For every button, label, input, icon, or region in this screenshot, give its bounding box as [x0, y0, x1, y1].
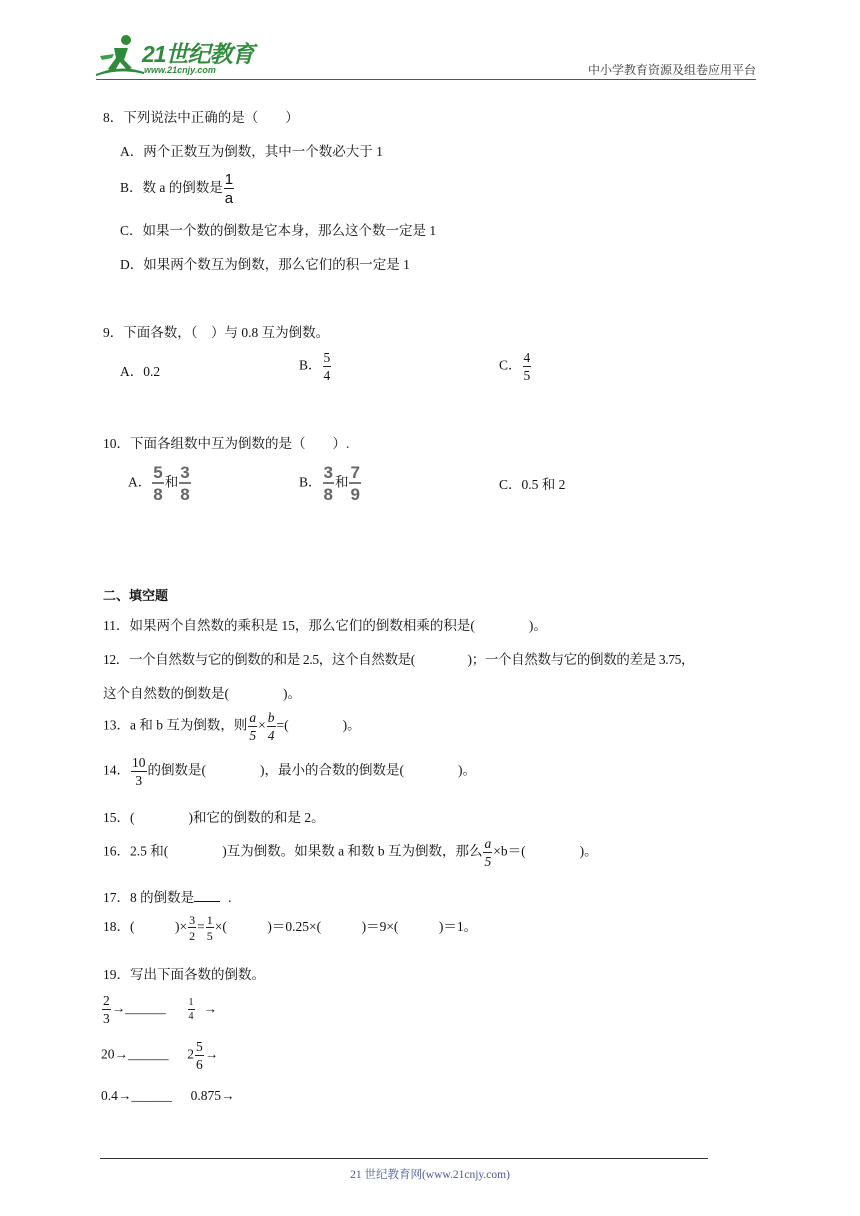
q13-fraction-a: $\frac{a}{5}$ — [249, 710, 257, 743]
q13-prefix: 13．a 和 b 互为倒数，则 — [103, 717, 248, 733]
q13-suffix: =( )。 — [276, 717, 361, 733]
q19-fraction-2-3: $\frac{2}{3}$ — [103, 993, 110, 1026]
logo — [96, 34, 256, 78]
q18-suffix: ×( )＝0.25×( )＝9×( )＝1。 — [214, 919, 478, 935]
q9-c-fraction: $\frac{4}{5}$ — [523, 350, 531, 383]
q10-b-fraction-1: $\frac{3}{8}$ — [323, 463, 333, 504]
q19-fraction-1-4: $\frac{1}{4}$ — [188, 996, 194, 1022]
q19-row-3 — [101, 1088, 235, 1104]
q15: 15．( )和它的倒数的和是 2。 — [103, 810, 325, 825]
q16-fraction: $\frac{a}{5}$ — [484, 836, 492, 869]
logo-url: www.21cnjy.com — [144, 65, 216, 75]
q19-row3-left: 0.4→ — [101, 1088, 132, 1103]
q8-option-b-text: B．数 a 的倒数是 — [120, 180, 223, 196]
runner-logo-icon — [96, 34, 144, 78]
q17-prefix: 17．8 的倒数是 — [103, 890, 195, 905]
q13-times: × — [258, 717, 266, 733]
q9-option-c-label: C． — [499, 357, 522, 373]
q19-blank: ______ — [131, 1088, 172, 1103]
q10-b-fraction-2: $\frac{7}{9}$ — [350, 463, 360, 504]
section-title: 二、填空题 — [103, 589, 169, 604]
q19-row-2 — [101, 1040, 218, 1071]
q14-fraction: $\frac{10}{3}$ — [132, 755, 146, 788]
q8-option-d: D．如果两个数互为倒数，那么它们的积一定是 1 — [120, 257, 410, 272]
q19-row2-left: 20→ — [101, 1046, 128, 1062]
footer-text: 21 世纪教育网(www.21cnjy.com) — [350, 1169, 510, 1181]
q19-stem: 19．写出下面各数的倒数。 — [103, 967, 265, 982]
q10-a-and: 和 — [164, 474, 179, 490]
q17-suffix: . — [228, 890, 232, 905]
q9-b-fraction: $\frac{5}{4}$ — [323, 350, 331, 383]
q14-suffix: 的倒数是( )，最小的合数的倒数是( )。 — [147, 762, 476, 778]
q14 — [103, 756, 476, 787]
q12-line2: 这个自然数的倒数是( )。 — [103, 686, 301, 701]
q11: 11．如果两个自然数的乘积是 15，那么它们的倒数相乘的积是( )。 — [103, 618, 547, 633]
q10-stem: 10．下面各组数中互为倒数的是（ ）. — [103, 436, 350, 451]
q19-mixed-whole: 2 — [187, 1046, 194, 1062]
q9-option-b — [299, 351, 332, 382]
q16 — [103, 837, 598, 868]
q14-prefix: 14． — [103, 762, 130, 778]
q19-mixed-fraction: $\frac{5}{6}$ — [196, 1039, 203, 1072]
q18-prefix: 18．( )× — [103, 919, 188, 935]
q16-suffix: ×b＝( )。 — [493, 843, 598, 859]
q9-option-a: A．0.2 — [120, 364, 161, 379]
q19-arrow: → — [204, 1046, 219, 1062]
q10-a-fraction-2: $\frac{3}{8}$ — [180, 463, 190, 504]
q10-b-and: 和 — [334, 474, 349, 490]
q17-answer-blank — [194, 887, 220, 902]
q9-option-b-label: B． — [299, 357, 322, 373]
q18-fraction-1: $\frac{3}{2}$ — [189, 913, 196, 943]
q9-option-c — [499, 351, 532, 382]
q18-fraction-2: $\frac{1}{5}$ — [206, 913, 213, 943]
q19-arrow: → — [111, 1000, 126, 1016]
q10-a-fraction-1: $\frac{5}{8}$ — [153, 463, 163, 504]
q16-prefix: 16．2.5 和( )互为倒数。如果数 a 和数 b 互为倒数，那么 — [103, 843, 483, 859]
q19-row-1 — [101, 994, 217, 1025]
q17 — [103, 886, 232, 906]
q10-option-a-label: A． — [128, 474, 152, 490]
q13 — [103, 711, 361, 742]
q10-option-b-label: B． — [299, 474, 322, 490]
footer-rule — [100, 1158, 708, 1159]
q19-blank: ______ — [128, 1046, 169, 1062]
q19-arrow: → — [203, 1000, 217, 1016]
q8-option-c: C．如果一个数的倒数是它本身，那么这个数一定是 1 — [120, 223, 437, 238]
q8-option-a: A．两个正数互为倒数，其中一个数必大于 1 — [120, 144, 383, 159]
q8-b-fraction: $\frac{1}{a}$ — [224, 171, 234, 207]
q8-stem: 8．下列说法中正确的是（ ） — [103, 110, 299, 125]
logo-title: 21世纪教育 — [142, 41, 254, 67]
q10-option-a — [128, 464, 192, 503]
q19-blank: ______ — [125, 1000, 166, 1016]
q18-eq: = — [197, 919, 205, 935]
platform-name: 中小学教育资源及组卷应用平台 — [587, 63, 756, 77]
q18 — [103, 914, 477, 942]
q8-option-b — [120, 172, 235, 206]
q12-line1: 12．一个自然数与它的倒数的和是 2.5，这个自然数是( )；一个自然数与它的倒数的差是 3.75， — [103, 652, 695, 667]
q13-fraction-b: $\frac{b}{4}$ — [267, 710, 275, 743]
q9-stem: 9．下面各数，（ ）与 0.8 互为倒数。 — [103, 325, 330, 340]
q19-row3-right: 0.875→ — [190, 1088, 235, 1103]
header-rule — [96, 79, 756, 80]
q10-option-c: C．0.5 和 2 — [499, 477, 566, 492]
q10-option-b — [299, 464, 362, 503]
